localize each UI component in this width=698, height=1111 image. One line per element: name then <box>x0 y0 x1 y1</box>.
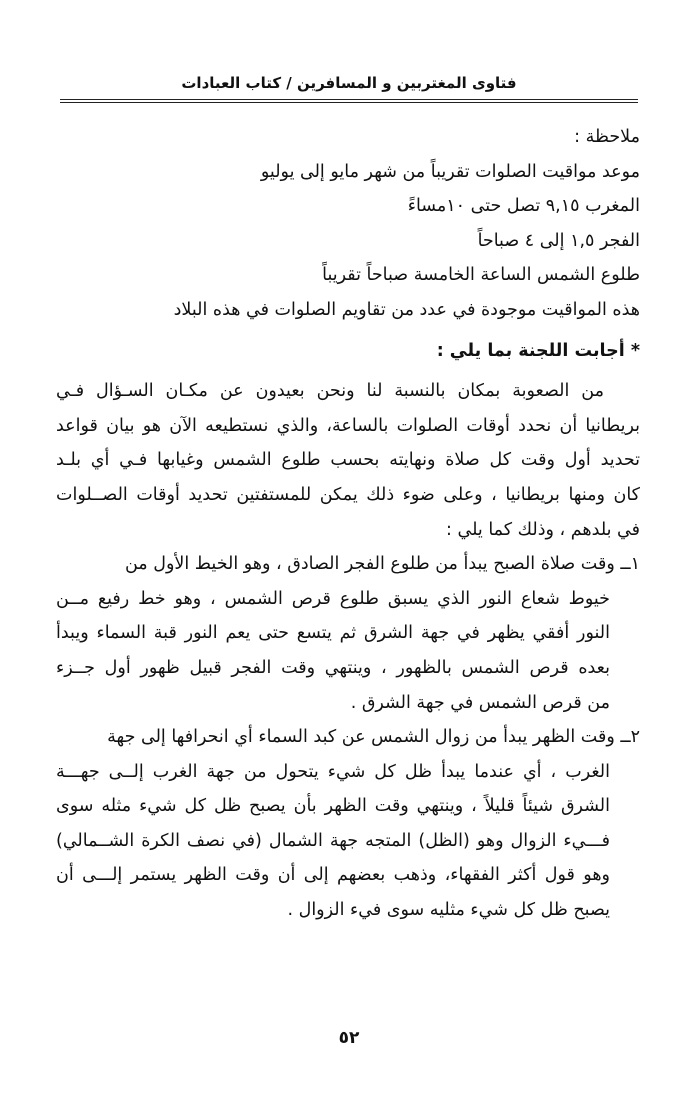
list-item-line: الشرق شيئاً قليلاً ، وينتهي وقت الظهر بأن يصبح ظل كل شيء مثله سوى <box>56 796 610 817</box>
list-item-line: يصبح ظل كل شيء مثليه سوى فيء الزوال . <box>287 900 610 921</box>
note-line: المغرب ٩,١٥ تصل حتى ١٠مساءً <box>407 196 640 217</box>
answer-heading: * أجابت اللجنة بما يلي : <box>436 340 640 361</box>
note-line: موعد مواقيت الصلوات تقريباً من شهر مايو إلى يوليو <box>260 161 640 182</box>
list-item-line: وهو قول أكثر الفقهاء، وذهب بعضهم إلى أن وقت الظهر يستمر إلـــى أن <box>56 865 610 886</box>
list-item-line: النور أفقي يظهر في جهة الشرق ثم يتسع حتى يعم النور قبة السماء ويبدأ <box>56 623 610 644</box>
list-item-line: فـــيء الزوال وهو (الظل) المتجه جهة الشمال (في نصف الكرة الشــمالي) <box>56 830 610 851</box>
list-item-line: ١ــ وقت صلاة الصبح يبدأ من طلوع الفجر الصادق ، وهو الخيط الأول من <box>124 554 640 575</box>
note-heading: ملاحظة : <box>574 127 640 147</box>
paragraph-line: تحديد أول وقت كل صلاة ونهايته بحسب طلوع الشمس وغيابها فـي أي بلـد <box>56 450 640 471</box>
paragraph-line: في بلدهم ، وذلك كما يلي : <box>446 519 640 540</box>
page-number: ٥٢ <box>338 1028 360 1048</box>
running-header: فتاوى المغتربين و المسافرين / كتاب العبادات <box>181 74 517 92</box>
note-line: هذه المواقيت موجودة في عدد من تقاويم الصلوات في هذه البلاد <box>173 299 640 320</box>
header-rule <box>60 99 638 103</box>
page-body <box>56 120 640 928</box>
list-item-line: من قرص الشمس في جهة الشرق . <box>350 692 610 713</box>
paragraph-line: كان ومنها بريطانيا ، وعلى ضوء ذلك يمكن للمستفتين تحديد أوقات الصــلوات <box>56 484 640 505</box>
paragraph-line: من الصعوبة بمكان بالنسبة لنا ونحن بعيدون عن مكـان السـؤال فـي <box>56 381 604 402</box>
note-line: طلوع الشمس الساعة الخامسة صباحاً تقريباً <box>322 265 640 286</box>
note-line: الفجر ١,٥ إلى ٤ صباحاً <box>477 230 640 251</box>
paragraph-line: بريطانيا أن نحدد أوقات الصلوات بالساعة، والذي نستطيعه الآن هو بيان قواعد <box>56 415 640 436</box>
list-item-line: ٢ــ وقت الظهر يبدأ من زوال الشمس عن كبد السماء أي انحرافها إلى جهة <box>107 727 640 748</box>
list-item-line: بعده قرص الشمس بالظهور ، وينتهي وقت الفجر قبيل ظهور أول جــزء <box>56 657 610 678</box>
list-item-line: الغرب ، أي عندما يبدأ ظل كل شيء يتحول من جهة الغرب إلــى جهـــة <box>56 761 610 782</box>
list-item-line: خيوط شعاع النور الذي يسبق طلوع قرص الشمس ، وهو خط رفيع مــن <box>56 588 610 609</box>
